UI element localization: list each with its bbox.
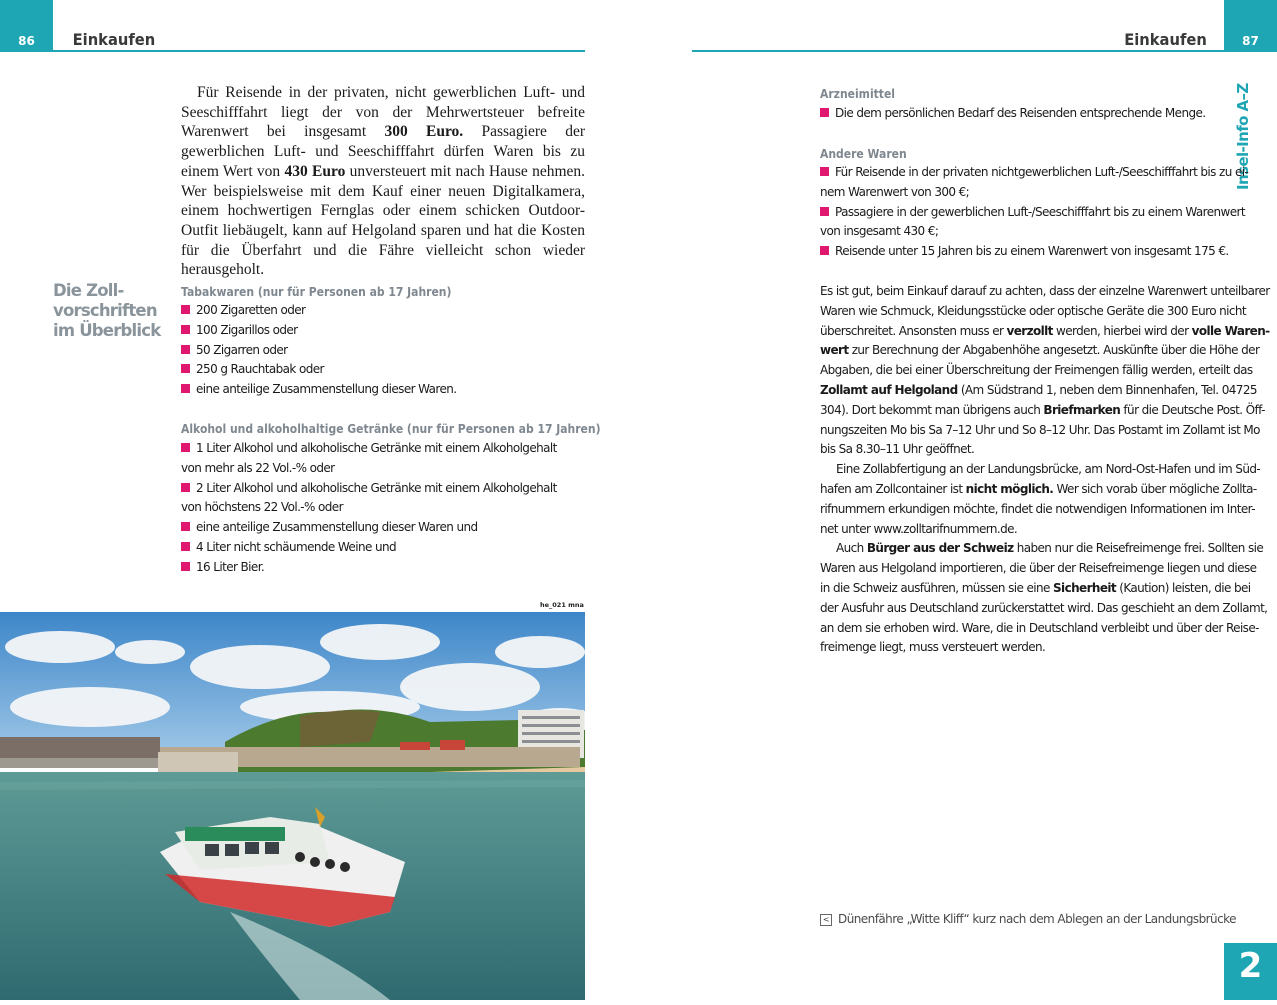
text-run: für die Deutsche Post. Öff- <box>1120 402 1265 417</box>
bullet-icon <box>820 207 829 216</box>
text-run: haben nur die Reisefreimenge frei. Sollten sie <box>1013 541 1264 556</box>
list-item <box>820 222 1224 242</box>
bullet-icon <box>181 522 190 531</box>
photo-illustration <box>0 612 585 1000</box>
list-item-text: von höchstens 22 Vol.-% oder <box>181 500 343 515</box>
andere-heading: Andere Waren <box>820 147 907 161</box>
list-item-text: 4 Liter nicht schäumende Weine und <box>196 539 396 554</box>
bold-text: 300 Euro. <box>384 123 464 141</box>
text-run: werden, hierbei wird der <box>1052 323 1192 338</box>
list-item-text: von mehr als 22 Vol.-% oder <box>181 460 335 475</box>
bullet-icon <box>181 325 190 334</box>
body-line <box>820 500 1255 520</box>
bullet-icon <box>181 305 190 314</box>
bullet-icon <box>181 483 190 492</box>
header-title-left: Einkaufen <box>72 30 156 49</box>
photo-caption <box>820 912 1236 926</box>
body-line <box>820 460 1261 480</box>
list-item <box>181 558 585 578</box>
vertical-tab-label: Insel-Info A–Z <box>1234 83 1252 190</box>
body-line <box>820 282 1270 302</box>
bullet-icon <box>181 542 190 551</box>
text-run: Wer sich vorab über mögliche Zollta- <box>1053 481 1257 496</box>
list-item-text: 50 Zigarren oder <box>196 342 288 357</box>
page-number: 86 <box>18 34 35 48</box>
bold-text: Sicherheit <box>1053 580 1117 595</box>
body-line <box>820 381 1257 401</box>
body-line <box>820 341 1260 361</box>
bold-text: wert <box>820 343 849 358</box>
bullet-icon <box>820 167 829 176</box>
list-item <box>181 380 585 400</box>
list-item-text: eine anteilige Zusammenstellung dieser Waren. <box>196 382 457 397</box>
list-item <box>181 439 585 459</box>
bold-text: Zollamt auf Helgoland <box>820 382 958 397</box>
body-line <box>820 421 1260 441</box>
body-line <box>820 619 1259 639</box>
text-run: Es ist gut, beim Einkauf darauf zu achten, dass der einzelne Warenwert unteilbarer <box>820 284 1270 298</box>
text-run: in die Schweiz ausführen, müssen sie eine <box>820 580 1054 595</box>
bold-text: volle Waren- <box>1191 323 1270 338</box>
list-item-text: 250 g Rauchtabak oder <box>196 362 324 377</box>
alkohol-list <box>181 439 585 578</box>
body-line <box>820 539 1264 559</box>
text-run: (Am Südstrand 1, neben dem Binnenhafen, Tel. 04725 <box>957 382 1257 397</box>
list-item <box>181 518 585 538</box>
list-item-text: nem Warenwert von 300 €; <box>820 184 970 199</box>
andere-list <box>820 163 1249 262</box>
list-item-text: 16 Liter Bier. <box>196 559 265 574</box>
side-title-line: im Überblick <box>53 321 161 340</box>
harbor-ferry-photo <box>0 612 585 1000</box>
list-item-text: 2 Liter Alkohol und alkoholische Getränke mit einem Alkoholgehalt <box>196 480 557 495</box>
list-item <box>181 360 585 380</box>
bullet-icon <box>181 345 190 354</box>
side-title-line: Die Zoll- <box>53 281 124 300</box>
arznei-list <box>820 104 1224 124</box>
body-line <box>820 361 1253 381</box>
list-item-text: 100 Zigarillos oder <box>196 322 298 337</box>
bold-text: Bürger aus der Schweiz <box>866 541 1014 556</box>
list-item <box>181 479 585 499</box>
list-item-text: Passagiere in der gewerblichen Luft-/Seeschifffahrt bis zu einem Warenwert <box>835 204 1245 219</box>
text-run: Passagiere der gewerblichen Luft- und Seeschifffahrt dürfen Waren bis zu einem Wert von <box>181 123 586 180</box>
text-run: 304). Dort bekommt man übrigens auch <box>820 402 1044 417</box>
body-line <box>820 520 1224 540</box>
body-line <box>820 559 1257 579</box>
body-line <box>820 599 1268 619</box>
tabak-heading: Tabakwaren (nur für Personen ab 17 Jahren) <box>181 285 452 299</box>
list-item <box>181 301 585 321</box>
arznei-heading: Arzneimittel <box>820 87 895 101</box>
header-rule-left <box>53 50 585 52</box>
bullet-icon <box>181 443 190 452</box>
list-item <box>181 459 585 479</box>
list-item-text: 1 Liter Alkohol und alkoholische Getränke mit einem Alkoholgehalt <box>196 441 557 455</box>
text-run: freimenge liegt, muss versteuert werden. <box>820 640 1046 655</box>
list-item <box>820 183 1224 203</box>
header-title-right: Einkaufen <box>1124 30 1207 49</box>
body-line <box>820 302 1246 322</box>
list-item-text: von insgesamt 430 €; <box>820 224 939 239</box>
text-run: net unter www.zolltarifnummern.de. <box>820 521 1018 536</box>
bullet-icon <box>181 562 190 571</box>
header-rule-right <box>692 50 1224 52</box>
text-run: Abgaben, die bei einer Überschreitung der Freimengen fällig werden, erteilt das <box>820 363 1253 378</box>
list-item <box>181 498 585 518</box>
bold-text: nicht möglich. <box>965 481 1054 496</box>
text-run: der Ausfuhr aus Deutschland zurückerstattet wird. Das geschieht an dem Zollamt, <box>820 600 1268 615</box>
body-line <box>820 440 1224 460</box>
list-item <box>820 203 1245 223</box>
text-run: hafen am Zollcontainer ist <box>820 481 966 496</box>
list-item <box>181 538 585 558</box>
text-run: zur Berechnung der Abgabenhöhe angesetzt. Auskünfte über die Höhe der <box>848 343 1260 358</box>
text-run: nungszeiten Mo bis Sa 7–12 Uhr und So 8–12 Uhr. Das Postamt im Zollamt ist Mo <box>820 422 1260 437</box>
list-item-text: Für Reisende in der privaten nichtgewerblichen Luft-/Seeschifffahrt bis zu ei- <box>835 165 1249 179</box>
section-side-title <box>53 281 160 341</box>
bullet-icon <box>820 246 829 255</box>
page-number-tab-right <box>1224 0 1277 52</box>
list-item <box>820 163 1249 183</box>
page-number-tab-left <box>0 0 53 52</box>
list-item-text: 200 Zigaretten oder <box>196 303 306 317</box>
text-run: an dem sie erhoben wird. Ware, die in Deutschland verbleibt und über der Reise- <box>820 620 1259 635</box>
list-item <box>820 242 1229 262</box>
chapter-number-tab <box>1224 943 1277 1000</box>
body-line <box>820 579 1251 599</box>
body-line <box>820 638 1224 658</box>
side-title-line: vorschriften <box>53 301 157 320</box>
caption-text: Dünenfähre „Witte Kliff“ kurz nach dem Ablegen an der Landungsbrücke <box>838 912 1236 926</box>
chapter-number: 2 <box>1238 946 1263 986</box>
text-run: rifnummern erkundigen möchte, findet die notwendigen Informationen im Inter- <box>820 501 1255 516</box>
list-item <box>181 321 585 341</box>
bold-text: 430 Euro <box>284 162 346 180</box>
bullet-icon <box>181 364 190 373</box>
text-run: Waren aus Helgoland importieren, die über der Reisefreimenge liegen und diese <box>820 561 1257 576</box>
body-text <box>820 282 1270 658</box>
bullet-icon <box>820 108 829 117</box>
intro-paragraph <box>181 83 585 280</box>
text-run: bis Sa 8.30–11 Uhr geöffnet. <box>820 442 975 457</box>
list-item-text: Reisende unter 15 Jahren bis zu einem Warenwert von insgesamt 175 €. <box>835 244 1229 259</box>
photo-credit: he_021 mna <box>540 601 584 609</box>
chevron-left-icon: < <box>820 914 832 926</box>
bold-text: Briefmarken <box>1043 402 1121 417</box>
bold-text: verzollt <box>1006 323 1053 338</box>
text-run: Eine Zollabfertigung an der Landungsbrücke, am Nord-Ost-Hafen und im Süd- <box>836 462 1261 477</box>
tabak-list <box>181 301 585 400</box>
text-run: überschreitet. Ansonsten muss er <box>820 323 1007 338</box>
list-item <box>181 341 585 361</box>
list-item <box>820 104 1224 124</box>
text-run: Waren wie Schmuck, Kleidungsstücke oder optische Geräte die 300 Euro nicht <box>820 303 1246 318</box>
list-item-text: Die dem persönlichen Bedarf des Reisenden entsprechende Menge. <box>835 106 1206 120</box>
body-line <box>820 480 1257 500</box>
text-run: unversteuert mit nach Hause nehmen. Wer beispielsweise mit dem Kauf einer neuen Digitalkamera, einem hochwertigen Fernglas oder einem schicken Outdoor-Outfit liebäugelt, kann auf Helgoland sparen und hat die Kosten für die Überfahrt und die Fähre vielleicht schon wieder herausgeholt. <box>181 162 586 279</box>
body-line <box>820 322 1270 342</box>
text-run: (Kaution) leisten, die bei <box>1116 580 1251 595</box>
alkohol-heading: Alkohol und alkoholhaltige Getränke (nur für Personen ab 17 Jahren) <box>181 422 601 436</box>
page-number: 87 <box>1242 34 1259 48</box>
text-run: Auch <box>836 541 867 556</box>
body-line <box>820 401 1265 421</box>
bullet-icon <box>181 384 190 393</box>
list-item-text: eine anteilige Zusammenstellung dieser Waren und <box>196 520 478 535</box>
text-run: Für Reisende in der privaten, nicht gewerblichen Luft- und Seeschifffahrt liegt der von der Mehrwertsteuer befreite Warenwert bei insgesamt <box>181 84 585 141</box>
